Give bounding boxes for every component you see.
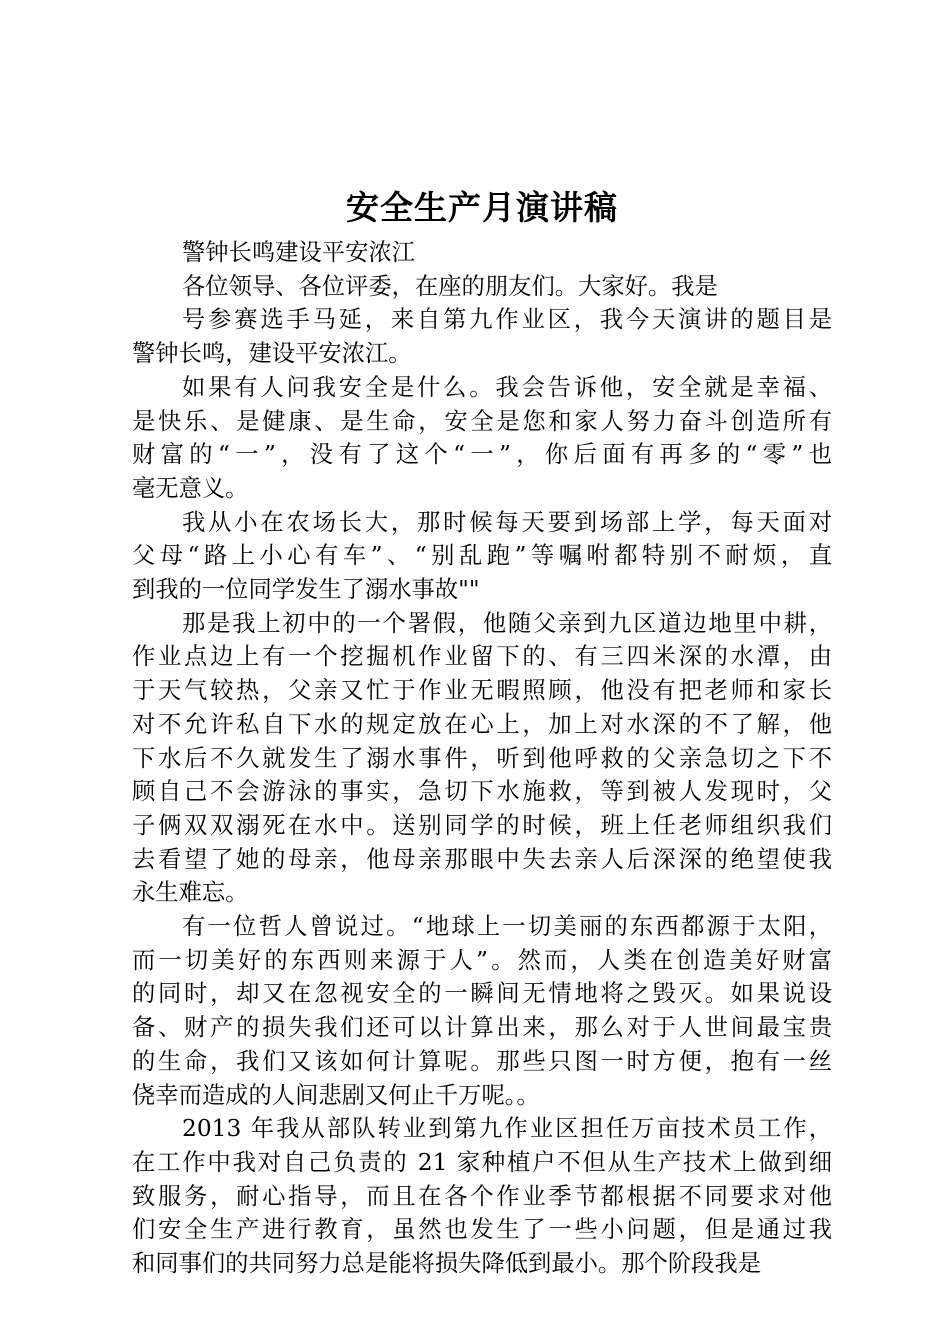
paragraph-line: 作业点边上有一个挖掘机作业留下的、有三四米深的水潭，由 [132, 643, 832, 671]
paragraph-line: 父母“路上小心有车”、“别乱跑”等嘱咐都特别不耐烦，直 [132, 542, 832, 570]
paragraph-line: 是快乐、是健康、是生命，安全是您和家人努力奋斗创造所有 [132, 407, 832, 435]
paragraph-line: 我从小在农场长大，那时候每天要到场部上学，每天面对 [182, 508, 832, 536]
paragraph-line: 的生命，我们又该如何计算呢。那些只图一时方便，抱有一丝 [132, 1047, 832, 1075]
paragraph-line: 的同时，却又在忽视安全的一瞬间无情地将之毁灭。如果说设 [132, 980, 832, 1008]
paragraph-line: 毫无意义。 [132, 474, 249, 502]
paragraph-line: 在工作中我对自己负责的 21 家种植户不但从生产技术上做到细 [132, 1148, 832, 1176]
paragraph-line: 警钟长鸣建设平安浓江 [182, 239, 415, 266]
paragraph-line: 致服务，耐心指导，而且在各个作业季节都根据不同要求对他 [132, 1182, 832, 1210]
paragraph-line: 侥幸而造成的人间悲剧又何止千万呢。。 [132, 1081, 540, 1109]
paragraph [132, 1112, 832, 1281]
paragraph-line: 如果有人问我安全是什么。我会告诉他，安全就是幸福、 [182, 373, 832, 401]
paragraph-line: 对不允许私自下水的规定放在心上，加上对水深的不了解，他 [132, 710, 832, 738]
paragraph-line: 永生难忘。 [132, 879, 249, 907]
paragraph-line: 下水后不久就发生了溺水事件，听到他呼救的父亲急切之下不 [132, 744, 832, 772]
paragraph-line: 子俩双双溺死在水中。送别同学的时候，班上任老师组织我们 [132, 811, 832, 839]
paragraph [132, 270, 832, 304]
paragraph [132, 236, 832, 270]
paragraph-line: 而一切美好的东西则来源于人”。然而，人类在创造美好财富 [132, 946, 832, 974]
paragraph [132, 506, 832, 607]
paragraph-line: 到我的一位同学发生了溺水事故"" [132, 576, 480, 604]
paragraph-line: 们安全生产进行教育，虽然也发生了一些小问题，但是通过我 [132, 1216, 832, 1244]
paragraph-line: 那是我上初中的一个署假，他随父亲到九区道边地里中耕， [182, 609, 832, 637]
paragraph-line: 财富的“一”，没有了这个“一”，你后面有再多的“零”也 [132, 441, 832, 469]
paragraph [132, 303, 832, 370]
paragraph-line: 警钟长鸣，建设平安浓江。 [132, 340, 412, 368]
paragraph [132, 371, 832, 506]
document-body [132, 236, 832, 1281]
paragraph [132, 910, 832, 1112]
paragraph-line: 有一位哲人曾说过。“地球上一切美丽的东西都源于太阳， [182, 913, 832, 941]
paragraph-line: 号参赛选手马延，来自第九作业区，我今天演讲的题目是 [182, 306, 832, 334]
paragraph-line: 各位领导、各位评委，在座的朋友们。大家好。我是 [182, 272, 718, 300]
document-page [132, 180, 832, 1281]
document-title: 安全生产月演讲稿 [346, 188, 618, 227]
paragraph-line: 去看望了她的母亲，他母亲那眼中失去亲人后深深的绝望使我 [132, 845, 832, 873]
paragraph-line: 2013 年我从部队转业到第九作业区担任万亩技术员工作， [182, 1115, 832, 1143]
paragraph-line: 于天气较热，父亲又忙于作业无暇照顾，他没有把老师和家长 [132, 677, 832, 705]
paragraph-line: 和同事们的共同努力总是能将损失降低到最小。那个阶段我是 [132, 1250, 762, 1278]
paragraph [132, 607, 832, 910]
paragraph-line: 备、财产的损失我们还可以计算出来，那么对于人世间最宝贵 [132, 1014, 832, 1042]
paragraph-line: 顾自己不会游泳的事实，急切下水施救，等到被人发现时，父 [132, 778, 832, 806]
